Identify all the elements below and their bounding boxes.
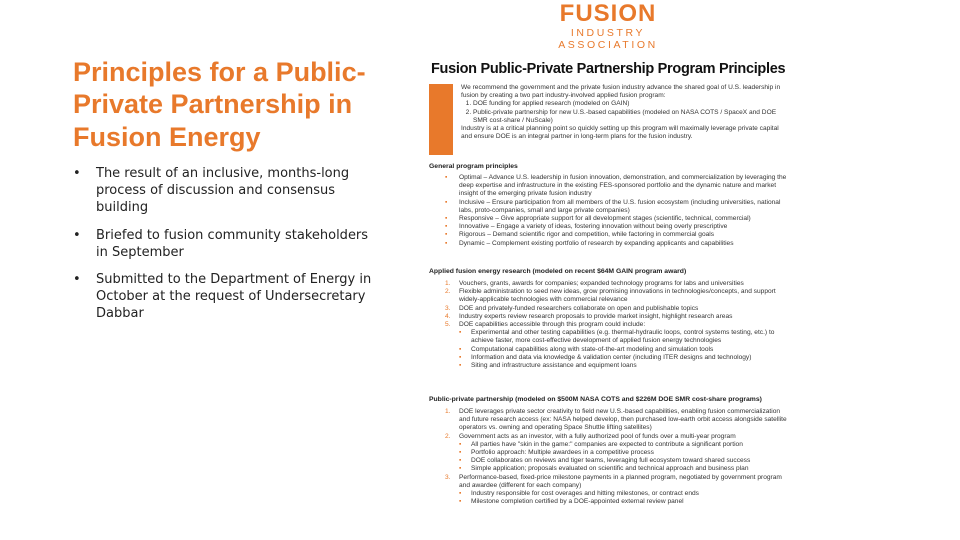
bullet-item bbox=[73, 228, 373, 262]
list-item: ▪ Optimal – Advance U.S. leadership in fusion innovation, demonstration, and commercialization by leveraging the deep expertise and infrastructure in the existing FES-sponsored portfolio and the dynamic nature and market insight of the emerging private fusion industry bbox=[445, 174, 787, 198]
bullet-marker: • bbox=[73, 272, 81, 288]
list-item: 1. DOE leverages private sector creativity to field new U.S.-based capabilities, enabling fusion commercialization and future research access (ex: NASA helped develop, then purchased low-earth orbit access alongside satellite operators vs. owning and operating Space Shuttle lifting satellites) bbox=[445, 408, 787, 432]
sub-item: ▪ Portfolio approach: Multiple awardees in a competitive process bbox=[459, 449, 654, 457]
list-item: ▪ Responsive – Give appropriate support for all development stages (scientific, technical, commercial) bbox=[445, 215, 751, 223]
sub-item: ▪ Computational capabilities along with state-of-the-art modeling and simulation tools bbox=[459, 345, 714, 353]
partnership-list bbox=[445, 408, 790, 506]
logo-industry-text: INDUSTRY bbox=[570, 27, 646, 39]
logo-association-text: ASSOCIATION bbox=[558, 39, 658, 51]
sub-item: ▪ Simple application; proposals evaluated on scientific and technical approach and business plan bbox=[459, 465, 749, 473]
sub-item: ▪ Siting and infrastructure assistance and equipment loans bbox=[459, 362, 637, 370]
intro-block bbox=[461, 84, 791, 141]
embedded-document bbox=[425, 0, 793, 540]
intro-item: 2. Public-private partnership for new U.S.-based capabilities (modeled on NASA COTS / SpaceX and DOE SMR cost-share / NuScale) bbox=[473, 109, 791, 125]
bullet-list bbox=[73, 166, 373, 334]
partnership-heading: Public-private partnership (modeled on $500M NASA COTS and $226M DOE SMR cost-share programs) bbox=[429, 396, 762, 403]
sub-item: ▪ Information and data via knowledge & validation center (including ITER designs and technology) bbox=[459, 353, 752, 361]
intro-text: We recommend the government and the private fusion industry advance the shared goal of U.S. leadership in fusion by creating a two part industry-involved applied fusion program: bbox=[461, 84, 781, 100]
logo-fusion-text: FUSION bbox=[559, 0, 657, 27]
list-item: 4. Industry experts review research proposals to provide market insight, highlight research areas bbox=[445, 312, 733, 320]
sub-item: ▪ Industry responsible for cost overages and hitting milestones, or contract ends bbox=[459, 490, 699, 498]
list-item: 5. DOE capabilities accessible through this program could include: bbox=[445, 321, 646, 329]
sub-item: ▪ DOE collaborates on reviews and tiger teams, leveraging full ecosystem toward shared success bbox=[459, 457, 751, 465]
bullet-text: Submitted to the Department of Energy in October at the request of Undersecretary Dabbar bbox=[96, 272, 372, 322]
list-item: 2. Flexible administration to seed new ideas, grow promising innovations in technologies/concepts, and support widely-applicable technologies with commercial relevance bbox=[445, 288, 776, 304]
intro-list bbox=[461, 100, 791, 125]
list-item: ▪ Rigorous – Demand scientific rigor and competition, while factoring in commercial goals bbox=[445, 231, 715, 239]
list-item: 1. Vouchers, grants, awards for companies; expanded technology programs for labs and universities bbox=[445, 280, 744, 287]
sub-item: ▪ All parties have "skin in the game:" companies are expected to contribute a significant portion bbox=[459, 440, 743, 448]
intro-closing: Industry is at a critical planning point so quickly setting up this program will maximally leverage private capital and ensure DOE is an integral partner in long-term plans for the fusion industry. bbox=[461, 125, 779, 141]
list-item: 3. DOE and privately-funded researchers collaborate on open and publishable topics bbox=[445, 304, 699, 312]
bullet-item bbox=[73, 166, 373, 217]
bullet-marker: • bbox=[73, 166, 81, 181]
list-item: ▪ Dynamic – Complement existing portfolio of research by expanding applicants and capabilities bbox=[445, 239, 734, 247]
list-item: ▪ Innovative – Engage a variety of ideas, fostering innovation without being overly prescriptive bbox=[445, 223, 728, 231]
bullet-text: Briefed to fusion community stakeholders in September bbox=[96, 227, 369, 260]
bullet-text: The result of an inclusive, months-long process of discussion and consensus building bbox=[96, 166, 350, 215]
sub-item: ▪ Milestone completion certified by a DOE-appointed external review panel bbox=[459, 498, 684, 506]
intro-item: 1. DOE funding for applied research (modeled on GAIN) bbox=[473, 100, 791, 108]
applied-research-heading: Applied fusion energy research (modeled on recent $64M GAIN program award) bbox=[429, 268, 687, 275]
slide-title: Principles for a Public-Private Partnership in Fusion Energy bbox=[73, 57, 366, 152]
accent-bar bbox=[429, 84, 453, 155]
list-item: 3. Performance-based, fixed-price milestone payments in a planned program, negotiated by government program and awardee (different for each company) bbox=[445, 473, 782, 489]
bullet-item bbox=[73, 272, 373, 323]
list-item: ▪ Inclusive – Ensure participation from all members of the U.S. fusion ecosystem (including universities, national labs, proto-companies, small and large private companies) bbox=[445, 198, 781, 214]
general-principles-heading: General program principles bbox=[429, 163, 518, 170]
document-title: Fusion Public-Private Partnership Program Principles bbox=[431, 61, 786, 77]
applied-research-list bbox=[445, 280, 790, 370]
list-item: 2. Government acts as an investor, with a fully authorized pool of funds over a multi-year program bbox=[445, 432, 736, 440]
fusion-industry-association-logo bbox=[553, 1, 663, 51]
bullet-marker: • bbox=[73, 227, 81, 243]
general-principles-list bbox=[445, 174, 790, 248]
sub-item: ▪ Experimental and other testing capabilities (e.g. thermal-hydraulic loops, control systems testing, etc.) to achieve faster, more cost-effective development of applied fusion energy technologies bbox=[459, 329, 775, 345]
